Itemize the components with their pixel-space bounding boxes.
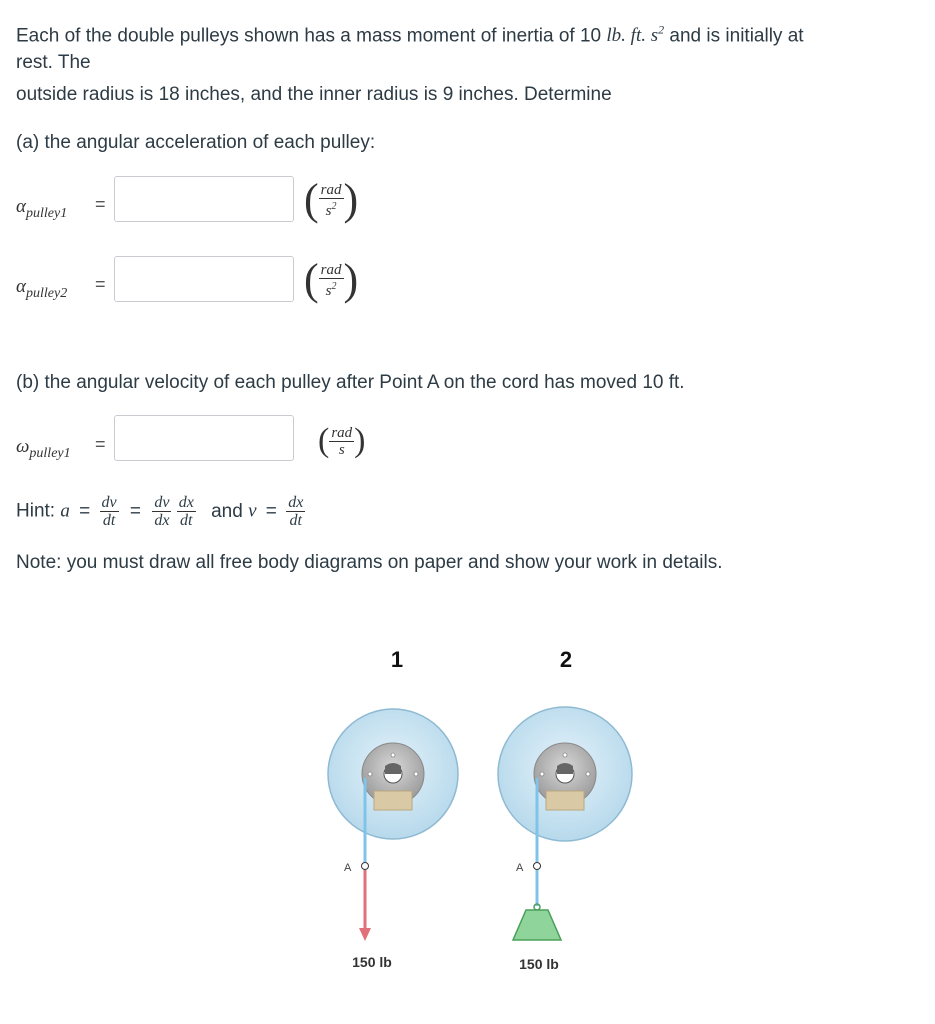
hint: Hint: a = $\frac{dv}{dt}$ = $\frac{dv}{dx}$ $\frac{dx}{dt}$ and v = $\frac{dx}{dt}$ [16, 494, 304, 529]
dx-dt-fraction-2: $\frac{dx}{dt}$ [288, 494, 304, 529]
part-b-label: (b) the angular velocity of each pulley after Point A on the cord has moved 10 ft. [16, 372, 685, 393]
point-a-label-1: A [344, 862, 352, 874]
dv-dx-fraction: $\frac{dv}{dx}$ [154, 494, 170, 529]
dv-dt-fraction: $\frac{dv}{dt}$ [101, 494, 117, 529]
alpha-pulley1-label: $\alpha_{pulley1}$ [16, 196, 68, 221]
point-a-2 [534, 863, 541, 870]
omega-pulley1-label: $\omega_{pulley1}$ [16, 436, 71, 461]
alpha-pulley1-unit: ( $\frac{\text{rad}}{s^2}$ ) [304, 175, 359, 224]
part-a-label: (a) the angular acceleration of each pulley: [16, 132, 376, 153]
equals-sign: = [95, 274, 106, 294]
pulley-2 [498, 707, 632, 972]
alpha-pulley2-label: $\alpha_{pulley2}$ [16, 276, 68, 301]
pulley2-label: 2 [559, 647, 573, 672]
alpha-pulley2-unit: ( $\frac{\text{rad}}{s^2}$ ) [304, 255, 359, 304]
load2-label: 150 lb [519, 956, 559, 972]
problem-intro-line1: Each of the double pulleys shown has a mass moment of inertia of 10 lb. ft. $s^2$ and is initially at [16, 23, 804, 47]
point-a-label-2: A [516, 862, 524, 874]
equals-sign: = [95, 194, 106, 214]
point-a-1 [362, 863, 369, 870]
note: Note: you must draw all free body diagrams on paper and show your work in details. [16, 552, 723, 573]
pulley1-bracket [374, 791, 412, 810]
inertia-units: lb. ft. $s^2$ [606, 23, 665, 47]
equals-sign: = [95, 434, 106, 454]
pulley-1 [328, 709, 458, 970]
problem-intro-line2: rest. The [16, 52, 91, 73]
pulley2-bracket [546, 791, 584, 810]
omega-pulley1-unit: ( $\frac{\text{rad}}{s}$ ) [318, 422, 366, 459]
problem-intro-line3: outside radius is 18 inches, and the inner radius is 9 inches. Determine [16, 84, 612, 105]
force-arrow-head [359, 928, 371, 941]
dx-dt-fraction: $\frac{dx}{dt}$ [178, 494, 194, 529]
weight-block [513, 910, 561, 940]
pulley1-label: 1 [390, 647, 404, 672]
load1-label: 150 lb [352, 954, 392, 970]
